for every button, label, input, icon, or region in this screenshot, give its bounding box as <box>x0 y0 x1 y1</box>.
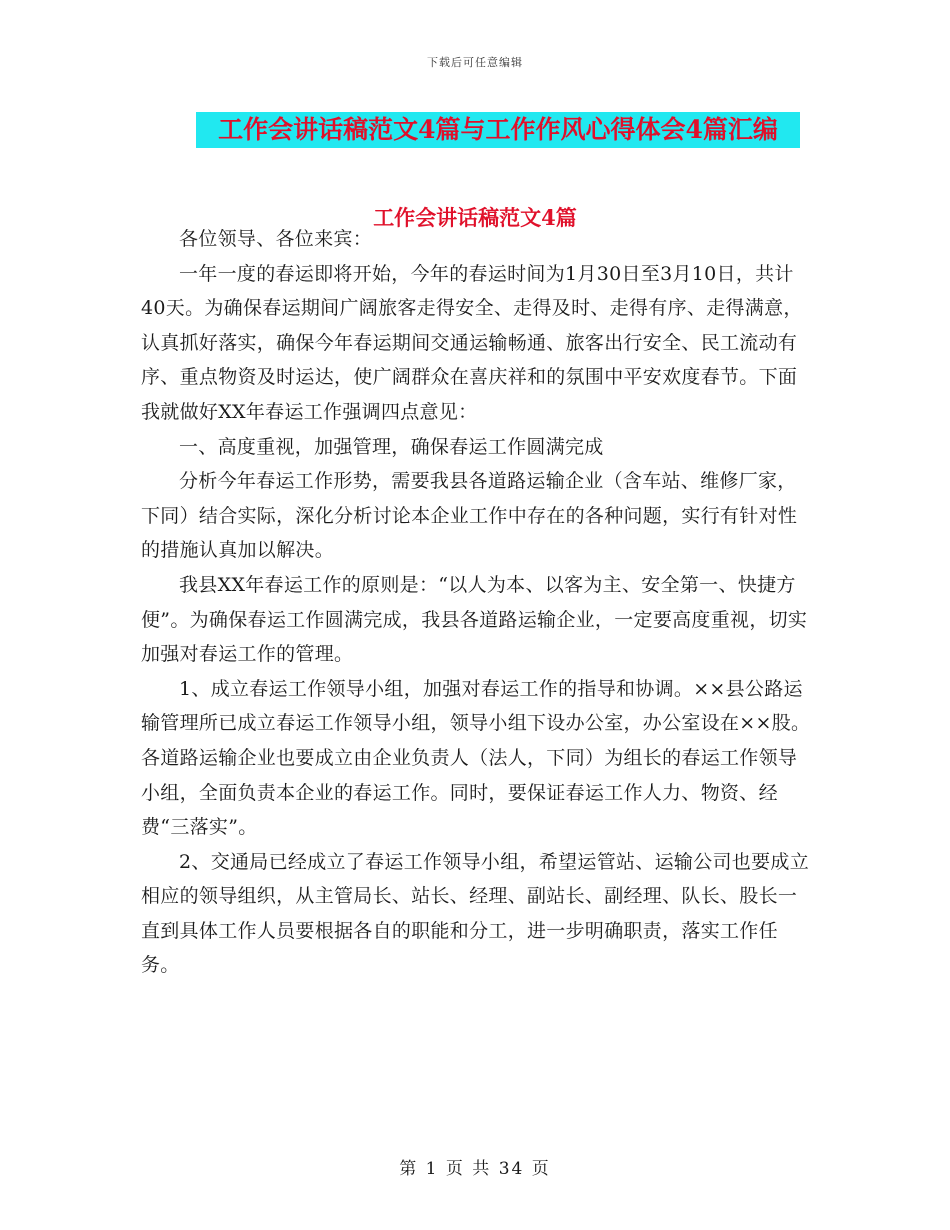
document-title: 工作会讲话稿范文4篇与工作作风心得体会4篇汇编 <box>218 115 778 144</box>
paragraph-point-1: 1、成立春运工作领导小组，加强对春运工作的指导和协调。××县公路运输管理所已成立春运工作领导小组，领导小组下设办公室，办公室设在××股。各道路运输企业也要成立由企业负责人（法人，下同）为组长的春运工作领导小组，全面负责本企业的春运工作。同时，要保证春运工作人力、物资、经费“三落实”。 <box>141 677 811 839</box>
paragraph-analysis: 分析今年春运工作形势，需要我县各道路运输企业（含车站、维修厂家，下同）结合实际，深化分析讨论本企业工作中存在的各种问题，实行有针对性的措施认真加以解决。 <box>141 470 798 562</box>
paragraph-intro: 一年一度的春运即将开始，今年的春运时间为1月30日至3月10日，共计40天。为确保春运期间广阔旅客走得安全、走得及时、走得有序、走得满意，认真抓好落实，确保今年春运期间交通运输畅通、旅客出行安全、民工流动有序、重点物资及时运达，使广阔群众在喜庆祥和的氛围中平安欢度春节。下面我就做好XX年春运工作强调四点意见： <box>141 262 803 423</box>
paragraph-heading-1: 一、高度重视，加强管理，确保春运工作圆满完成 <box>179 435 604 458</box>
paragraph-point-2: 2、交通局已经成立了春运工作领导小组，希望运管站、运输公司也要成立相应的领导组织，从主管局长、站长、经理、副站长、副经理、队长、股长一直到具体工作人员要根据各自的职能和分工，进一步明确职责，落实工作任务。 <box>141 850 809 977</box>
body-text <box>141 222 811 983</box>
page-footer: 第 1 页 共 34 页 <box>399 1159 551 1179</box>
header-note: 下载后可任意编辑 <box>427 56 523 69</box>
paragraph-salutation: 各位领导、各位来宾： <box>179 228 373 250</box>
section-title: 工作会讲话稿范文4篇 <box>373 205 577 230</box>
paragraph-principle: 我县XX年春运工作的原则是：“以人为本、以客为主、安全第一、快捷方便”。为确保春运工作圆满完成，我县各道路运输企业，一定要高度重视，切实加强对春运工作的管理。 <box>141 573 808 666</box>
